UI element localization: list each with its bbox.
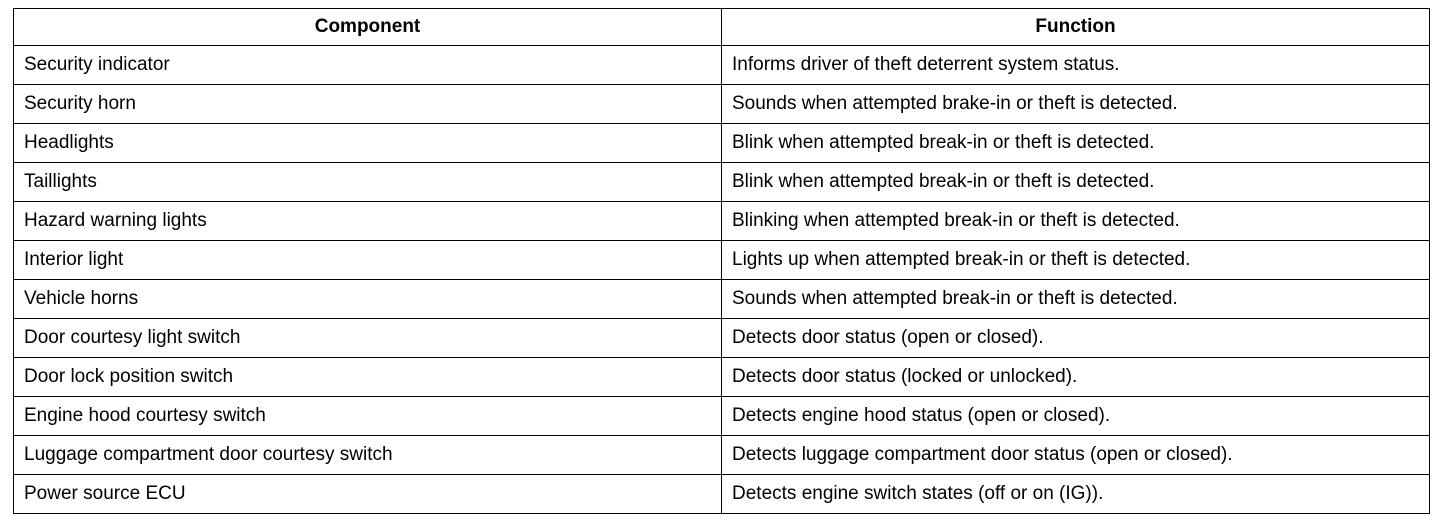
function-cell: Detects engine hood status (open or closed). xyxy=(722,397,1430,436)
component-cell: Power source ECU xyxy=(14,475,722,514)
component-cell: Luggage compartment door courtesy switch xyxy=(14,436,722,475)
table-row xyxy=(14,241,1430,280)
component-cell: Engine hood courtesy switch xyxy=(14,397,722,436)
function-cell: Blinking when attempted break-in or theft is detected. xyxy=(722,202,1430,241)
column-header-component: Component xyxy=(14,9,722,46)
component-cell: Door courtesy light switch xyxy=(14,319,722,358)
function-cell: Blink when attempted break-in or theft is detected. xyxy=(722,163,1430,202)
component-cell: Hazard warning lights xyxy=(14,202,722,241)
function-cell: Detects luggage compartment door status (open or closed). xyxy=(722,436,1430,475)
table-row xyxy=(14,124,1430,163)
function-cell: Detects door status (open or closed). xyxy=(722,319,1430,358)
component-cell: Headlights xyxy=(14,124,722,163)
table-row xyxy=(14,397,1430,436)
table-row xyxy=(14,358,1430,397)
column-header-function: Function xyxy=(722,9,1430,46)
table-row xyxy=(14,46,1430,85)
function-cell: Sounds when attempted brake-in or theft is detected. xyxy=(722,85,1430,124)
component-cell: Security horn xyxy=(14,85,722,124)
component-function-table xyxy=(13,8,1430,514)
table-row xyxy=(14,85,1430,124)
table-row xyxy=(14,163,1430,202)
function-cell: Blink when attempted break-in or theft is detected. xyxy=(722,124,1430,163)
function-cell: Detects engine switch states (off or on (IG)). xyxy=(722,475,1430,514)
function-cell: Informs driver of theft deterrent system status. xyxy=(722,46,1430,85)
function-cell: Sounds when attempted break-in or theft is detected. xyxy=(722,280,1430,319)
function-cell: Lights up when attempted break-in or theft is detected. xyxy=(722,241,1430,280)
table-row xyxy=(14,319,1430,358)
function-cell: Detects door status (locked or unlocked). xyxy=(722,358,1430,397)
table-row xyxy=(14,475,1430,514)
table-header-row xyxy=(14,9,1430,46)
component-cell: Taillights xyxy=(14,163,722,202)
table-row xyxy=(14,436,1430,475)
component-cell: Vehicle horns xyxy=(14,280,722,319)
component-cell: Door lock position switch xyxy=(14,358,722,397)
table-row xyxy=(14,280,1430,319)
component-cell: Interior light xyxy=(14,241,722,280)
component-cell: Security indicator xyxy=(14,46,722,85)
table-row xyxy=(14,202,1430,241)
table-body xyxy=(14,46,1430,514)
